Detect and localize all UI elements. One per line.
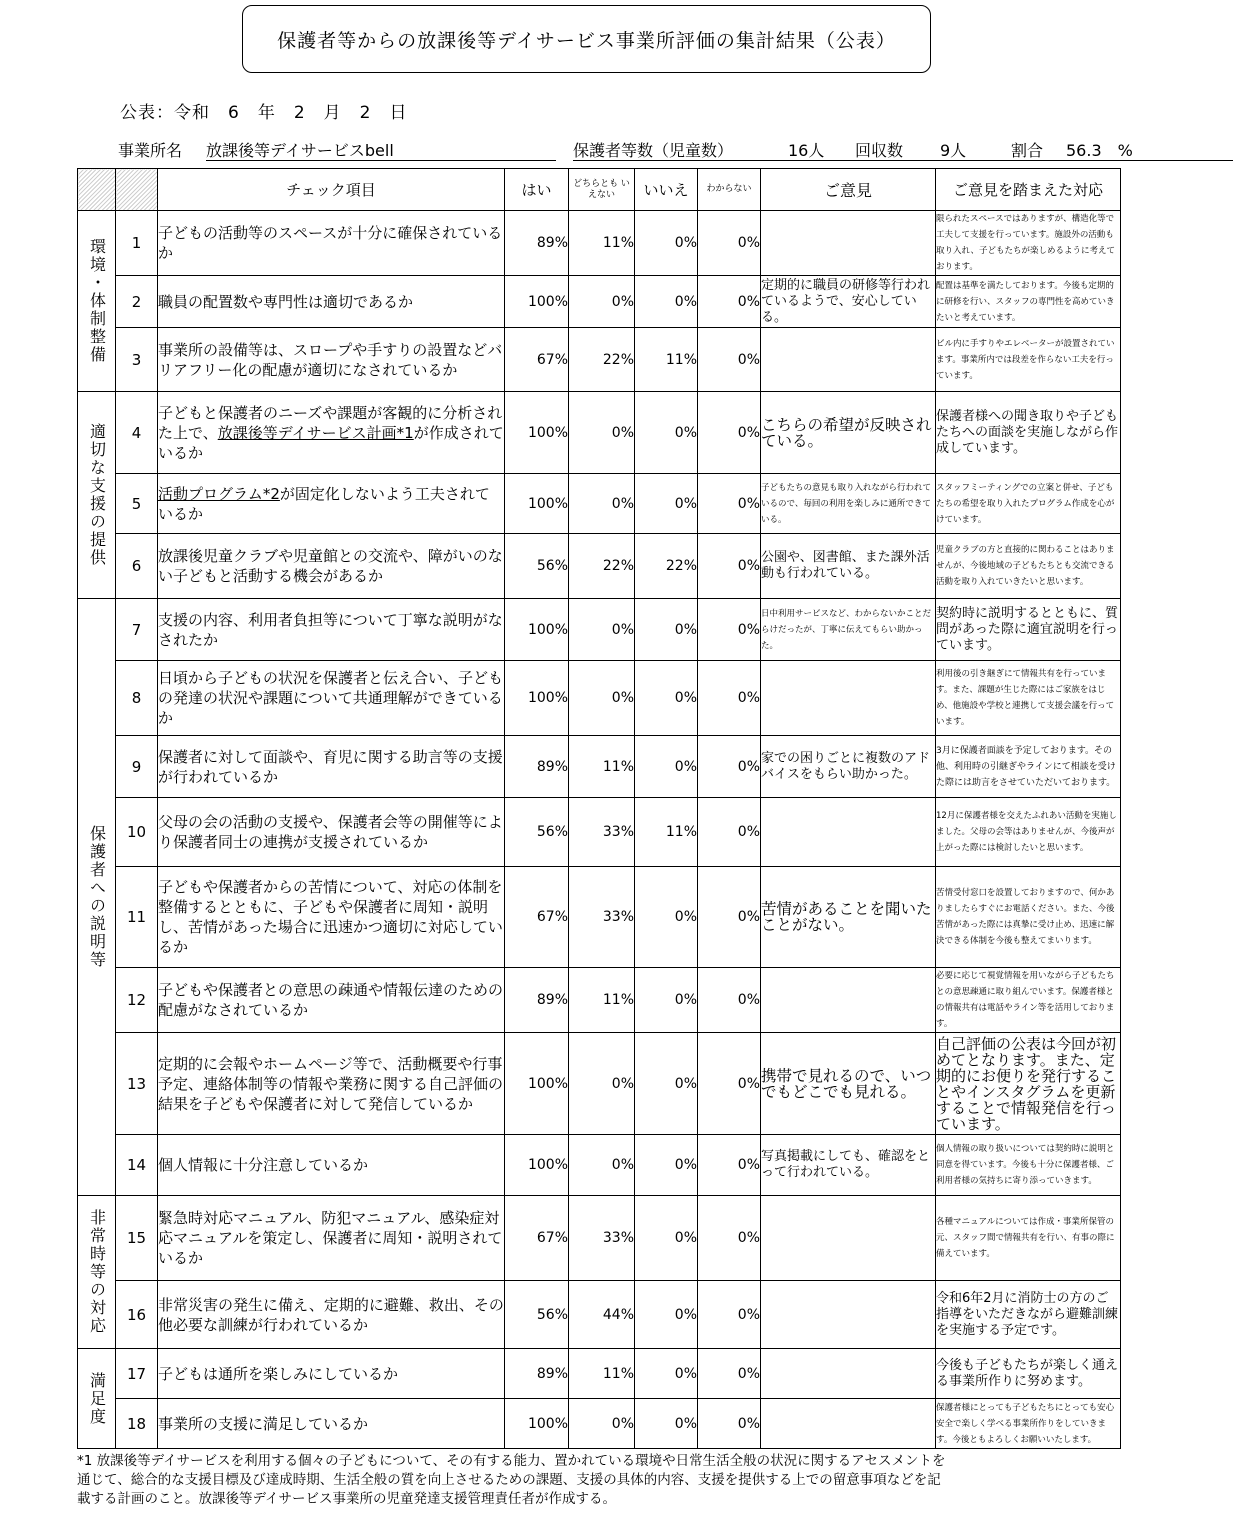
row-number: 18 (116, 1399, 158, 1449)
pct-yes: 100% (505, 599, 569, 661)
opinion-cell (761, 211, 936, 276)
pct-no: 0% (635, 736, 698, 798)
response-cell: 自己評価の公表は今回が初めてとなります。また、定期的にお便りを発行することやインスタグラムを更新することで情報発信を行っています。 (936, 1033, 1121, 1135)
header-opinion: ご意見 (761, 169, 936, 211)
response-cell: 苦情受付窓口を設置しておりますので、何かありましたらすぐにお電話ください。また、今後苦情があった際には真摯に受け止め、迅速に解決できる体制を今後も整えてまいります。 (936, 867, 1121, 968)
document-title: 保護者等からの放課後等デイサービス事業所評価の集計結果（公表） (242, 5, 931, 73)
pct-unknown: 0% (698, 661, 761, 736)
table-row (78, 968, 1121, 1033)
row-number: 10 (116, 798, 158, 867)
pct-no: 0% (635, 1281, 698, 1349)
row-number: 16 (116, 1281, 158, 1349)
office-info (118, 138, 1235, 162)
table-row (78, 599, 1121, 661)
header-number (116, 169, 158, 211)
check-item (158, 392, 505, 474)
pct-neither: 0% (569, 392, 635, 474)
pct-no: 11% (635, 328, 698, 392)
pct-unknown: 0% (698, 867, 761, 968)
pct-neither: 11% (569, 1349, 635, 1399)
pct-unknown: 0% (698, 211, 761, 276)
office-name: 放課後等デイサービスbell (206, 138, 556, 161)
pct-no: 0% (635, 867, 698, 968)
pct-unknown: 0% (698, 1135, 761, 1196)
pct-yes: 89% (505, 968, 569, 1033)
pct-neither: 11% (569, 211, 635, 276)
pct-no: 0% (635, 1033, 698, 1135)
response-cell: 限られたスペースではありますが、構造化等で工夫して支援を行っています。施設外の活動も取り入れ、子どもたちが楽しめるように考えております。 (936, 211, 1121, 276)
pct-unknown: 0% (698, 392, 761, 474)
pct-neither: 33% (569, 798, 635, 867)
response-cell: ビル内に手すりやエレベーターが設置されています。事業所内では段差を作らない工夫を行っています。 (936, 328, 1121, 392)
row-number: 3 (116, 328, 158, 392)
opinion-cell (761, 968, 936, 1033)
pct-yes: 56% (505, 1281, 569, 1349)
pct-neither: 0% (569, 1399, 635, 1449)
table-row (78, 392, 1121, 474)
pct-no: 0% (635, 968, 698, 1033)
pct-unknown: 0% (698, 1033, 761, 1135)
check-item: 個人情報に十分注意しているか (158, 1135, 505, 1196)
pct-no: 0% (635, 599, 698, 661)
row-number: 14 (116, 1135, 158, 1196)
pct-neither: 0% (569, 661, 635, 736)
pct-unknown: 0% (698, 328, 761, 392)
pct-no: 0% (635, 1196, 698, 1281)
pct-no: 0% (635, 661, 698, 736)
opinion-cell: 携帯で見れるので、いつでもどこでも見れる。 (761, 1033, 936, 1135)
response-cell: 利用後の引き継ぎにて情報共有を行っています。また、課題が生じた際にはご家族をはじめ、他施設や学校と連携して支援会議を行っています。 (936, 661, 1121, 736)
evaluation-table (77, 168, 1121, 1449)
table-row (78, 276, 1121, 328)
pct-unknown: 0% (698, 798, 761, 867)
pct-neither: 11% (569, 736, 635, 798)
pct-no: 0% (635, 392, 698, 474)
response-cell: 3月に保護者面談を予定しております。その他、利用時の引継ぎやラインにて相談を受けた際には助言をさせていただいております。 (936, 736, 1121, 798)
opinion-cell (761, 328, 936, 392)
check-item: 子どもや保護者との意思の疎通や情報伝達のための配慮がなされているか (158, 968, 505, 1033)
pct-yes: 67% (505, 328, 569, 392)
check-item: 定期的に会報やホームページ等で、活動概要や行事予定、連絡体制等の情報や業務に関する自己評価の結果を子どもや保護者に対して発信しているか (158, 1033, 505, 1135)
opinion-cell (761, 661, 936, 736)
pct-yes: 100% (505, 661, 569, 736)
table-row (78, 1196, 1121, 1281)
check-item-text: が作成されているか (158, 423, 504, 462)
table-row (78, 534, 1121, 599)
pct-unknown: 0% (698, 1281, 761, 1349)
pct-neither: 11% (569, 968, 635, 1033)
pct-yes: 100% (505, 392, 569, 474)
pct-neither: 0% (569, 276, 635, 328)
pct-yes: 56% (505, 798, 569, 867)
table-row (78, 1033, 1121, 1135)
row-number: 1 (116, 211, 158, 276)
office-label: 事業所名 (118, 141, 183, 160)
response-cell: 個人情報の取り扱いについては契約時に説明と同意を得ています。今後も十分に保護者様、ご利用者様の気持ちに寄り添っていきます。 (936, 1135, 1121, 1196)
pct-unknown: 0% (698, 1349, 761, 1399)
category-cell: 満足度 (78, 1349, 116, 1449)
row-number: 4 (116, 392, 158, 474)
row-number: 13 (116, 1033, 158, 1135)
table-row (78, 1281, 1121, 1349)
pct-yes: 100% (505, 474, 569, 534)
response-cell: 必要に応じて視覚情報を用いながら子どもたちとの意思疎通に取り組んでいます。保護者様との情報共有は電話やライン等を活用しております。 (936, 968, 1121, 1033)
pct-no: 0% (635, 1349, 698, 1399)
response-cell: スタッフミーティングでの立案と併せ、子どもたちの希望を取り入れたプログラム作成を心がけています。 (936, 474, 1121, 534)
opinion-cell (761, 1281, 936, 1349)
check-item: 子どもの活動等のスペースが十分に確保されているか (158, 211, 505, 276)
pct-unknown: 0% (698, 474, 761, 534)
footnote: *1 放課後等デイサービスを利用する個々の子どもについて、その有する能力、置かれている環境や日常生活全般の状況に関するアセスメントを通じて、総合的な支援目標及び達成時期、生活全般の質を向上させるための課題、支援の具体的内容、支援を提供する上での留意事項などを記載する計画のこと。放課後等デイサービス事業所の児童発達支援管理責任者が作成する。 (77, 1453, 946, 1507)
check-item-text: が固定化しないよう工夫されているか (158, 484, 490, 523)
response-cell: 契約時に説明するとともに、質問があった際に適宜説明を行っています。 (936, 599, 1121, 661)
check-item (158, 474, 505, 534)
pct-yes: 100% (505, 1033, 569, 1135)
category-cell: 適切な支援の提供 (78, 392, 116, 599)
check-item: 子どもや保護者からの苦情について、対応の体制を整備するとともに、子どもや保護者に周知・説明し、苦情があった場合に迅速かつ適切に対応しているか (158, 867, 505, 968)
header-neither: どちらとも いえない (569, 169, 635, 211)
row-number: 6 (116, 534, 158, 599)
pct-no: 0% (635, 211, 698, 276)
row-number: 11 (116, 867, 158, 968)
pct-neither: 22% (569, 328, 635, 392)
opinion-cell (761, 1349, 936, 1399)
row-number: 5 (116, 474, 158, 534)
response-cell: 児童クラブの方と直接的に関わることはありませんが、今後地域の子どもたちとも交流できる活動を取り入れていきたいと思います。 (936, 534, 1121, 599)
response-cell: 12月に保護者様を交えたふれあい活動を実施しました。父母の会等はありませんが、今後声が上がった際には検討したいと思います。 (936, 798, 1121, 867)
pct-yes: 67% (505, 867, 569, 968)
check-item: 放課後児童クラブや児童館との交流や、障がいのない子どもと活動する機会があるか (158, 534, 505, 599)
opinion-cell: 写真掲載にしても、確認をとって行われている。 (761, 1135, 936, 1196)
pct-yes: 89% (505, 1349, 569, 1399)
table-row (78, 328, 1121, 392)
response-cell: 令和6年2月に消防士の方のご指導をいただきながら避難訓練を実施する予定です。 (936, 1281, 1121, 1349)
category-cell: 非常時等の対応 (78, 1196, 116, 1349)
opinion-cell: 家での困りごとに複数のアドバイスをもらい助かった。 (761, 736, 936, 798)
table-row (78, 474, 1121, 534)
table-row (78, 1349, 1121, 1399)
pct-no: 0% (635, 1135, 698, 1196)
pct-yes: 100% (505, 276, 569, 328)
header-response: ご意見を踏まえた対応 (936, 169, 1121, 211)
row-number: 12 (116, 968, 158, 1033)
category-cell: 環境・体制整備 (78, 211, 116, 392)
pct-no: 0% (635, 276, 698, 328)
opinion-cell (761, 798, 936, 867)
pct-yes: 89% (505, 736, 569, 798)
check-item: 子どもは通所を楽しみにしているか (158, 1349, 505, 1399)
pct-unknown: 0% (698, 1399, 761, 1449)
guardians-label: 保護者等数（児童数） (573, 141, 734, 160)
table-row (78, 867, 1121, 968)
header-no: いいえ (635, 169, 698, 211)
ratio-label: 割合 (1011, 141, 1044, 160)
header-row (78, 169, 1121, 211)
category-cell: 保護者への説明等 (78, 599, 116, 1196)
pct-no: 22% (635, 534, 698, 599)
collected-count: 9人 (940, 141, 967, 160)
publication-date: 公表：令和 6 年 2 月 2 日 (120, 103, 408, 123)
pct-neither: 0% (569, 599, 635, 661)
row-number: 8 (116, 661, 158, 736)
pct-neither: 0% (569, 474, 635, 534)
collected-label: 回収数 (855, 141, 904, 160)
check-item: 日頃から子どもの状況を保護者と伝え合い、子どもの発達の状況や課題について共通理解ができているか (158, 661, 505, 736)
pct-yes: 100% (505, 1135, 569, 1196)
ratio-value: 56.3 % (1066, 141, 1133, 160)
check-item: 非常災害の発生に備え、定期的に避難、救出、その他必要な訓練が行われているか (158, 1281, 505, 1349)
opinion-cell: こちらの希望が反映されている。 (761, 392, 936, 474)
opinion-cell: 公園や、図書館、また課外活動も行われている。 (761, 534, 936, 599)
response-cell: 保護者様にとっても子どもたちにとっても安心安全で楽しく学べる事業所作りをしていきます。今後ともよろしくお願いいたします。 (936, 1399, 1121, 1449)
pct-yes: 100% (505, 1399, 569, 1449)
table-row (78, 736, 1121, 798)
pct-unknown: 0% (698, 534, 761, 599)
check-item: 父母の会の活動の支援や、保護者会等の開催等により保護者同士の連携が支援されているか (158, 798, 505, 867)
row-number: 17 (116, 1349, 158, 1399)
row-number: 7 (116, 599, 158, 661)
table-row (78, 211, 1121, 276)
pct-unknown: 0% (698, 276, 761, 328)
check-item: 緊急時対応マニュアル、防犯マニュアル、感染症対応マニュアルを策定し、保護者に周知・説明されているか (158, 1196, 505, 1281)
guardians-count: 16人 (788, 141, 825, 160)
pct-no: 11% (635, 798, 698, 867)
program-link-text: 活動プログラム*2 (158, 484, 280, 503)
check-item: 職員の配置数や専門性は適切であるか (158, 276, 505, 328)
table-row (78, 798, 1121, 867)
pct-yes: 67% (505, 1196, 569, 1281)
check-item: 事業所の設備等は、スロープや手すりの設置などバリアフリー化の配慮が適切になされているか (158, 328, 505, 392)
row-number: 9 (116, 736, 158, 798)
opinion-cell: 日中利用サービスなど、わからないかことだらけだったが、丁寧に伝えてもらい助かった。 (761, 599, 936, 661)
opinion-cell: 定期的に職員の研修等行われているようで、安心している。 (761, 276, 936, 328)
check-item: 支援の内容、利用者負担等について丁寧な説明がなされたか (158, 599, 505, 661)
check-item: 保護者に対して面談や、育児に関する助言等の支援が行われているか (158, 736, 505, 798)
header-item: チェック項目 (158, 169, 505, 211)
plan-link-text: 放課後等デイサービス計画*1 (217, 423, 414, 442)
pct-neither: 33% (569, 867, 635, 968)
pct-unknown: 0% (698, 736, 761, 798)
table-row (78, 1135, 1121, 1196)
check-item: 事業所の支援に満足しているか (158, 1399, 505, 1449)
pct-neither: 22% (569, 534, 635, 599)
response-cell: 配置は基準を満たしております。今後も定期的に研修を行い、スタッフの専門性を高めていきたいと考えています。 (936, 276, 1121, 328)
header-category (78, 169, 116, 211)
pct-unknown: 0% (698, 968, 761, 1033)
pct-no: 0% (635, 1399, 698, 1449)
pct-neither: 0% (569, 1135, 635, 1196)
pct-yes: 56% (505, 534, 569, 599)
pct-no: 0% (635, 474, 698, 534)
header-yes: はい (505, 169, 569, 211)
header-unknown: わからない (698, 169, 761, 211)
opinion-cell (761, 1196, 936, 1281)
response-cell: 各種マニュアルについては作成・事業所保管の元、スタッフ間で情報共有を行い、有事の際に備えています。 (936, 1196, 1121, 1281)
pct-neither: 0% (569, 1033, 635, 1135)
row-number: 2 (116, 276, 158, 328)
pct-unknown: 0% (698, 1196, 761, 1281)
pct-unknown: 0% (698, 599, 761, 661)
check-item-text: 子どもと保護者のニーズや課題が客観的に分析された上で、 (158, 403, 503, 442)
pct-neither: 44% (569, 1281, 635, 1349)
opinion-cell (761, 1399, 936, 1449)
response-cell: 今後も子どもたちが楽しく通える事業所作りに努めます。 (936, 1349, 1121, 1399)
pct-neither: 33% (569, 1196, 635, 1281)
table-row (78, 661, 1121, 736)
pct-yes: 89% (505, 211, 569, 276)
table-row (78, 1399, 1121, 1449)
opinion-cell: 子どもたちの意見も取り入れながら行われているので、毎回の利用を楽しみに通所できている。 (761, 474, 936, 534)
opinion-cell: 苦情があることを聞いたことがない。 (761, 867, 936, 968)
row-number: 15 (116, 1196, 158, 1281)
response-cell: 保護者様への聞き取りや子どもたちへの面談を実施しながら作成しています。 (936, 392, 1121, 474)
